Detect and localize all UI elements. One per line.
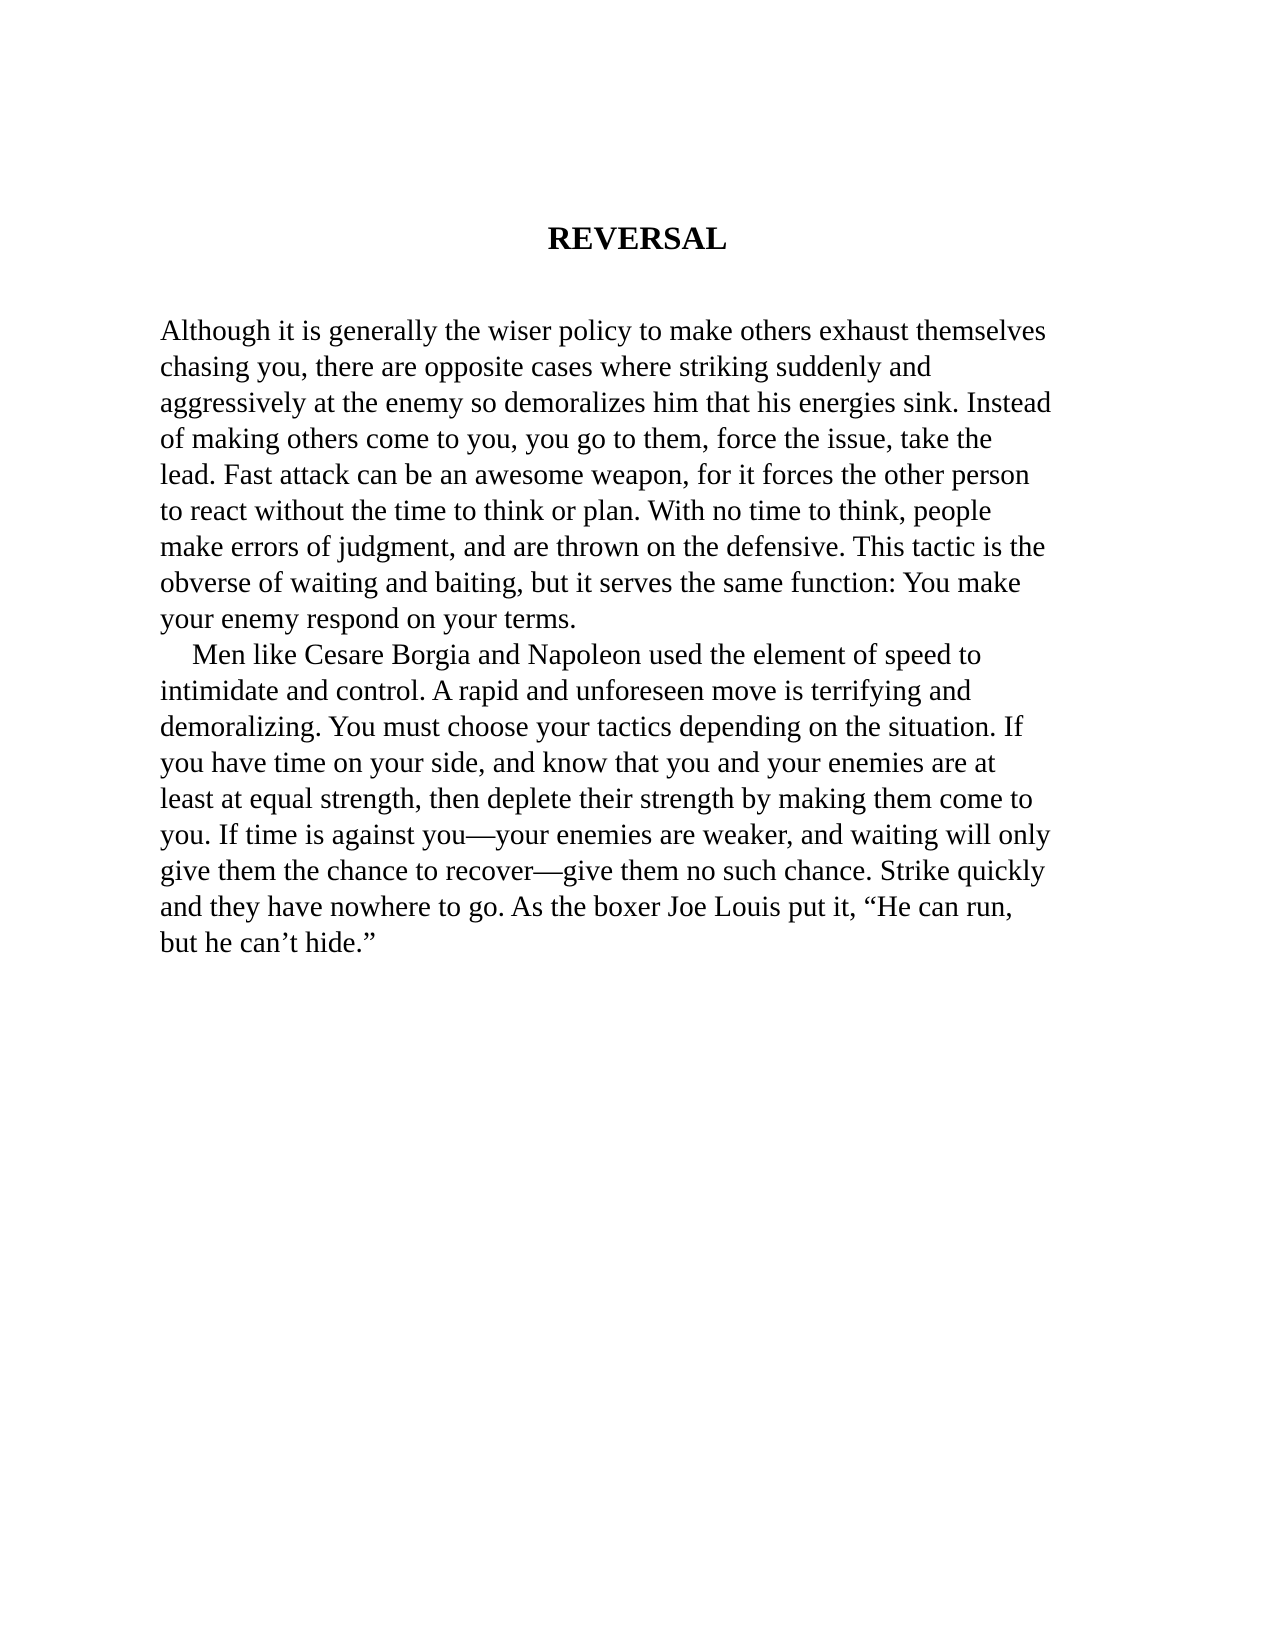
text-line: lead. Fast attack can be an awesome weapon, for it forces the other person — [160, 459, 1030, 491]
text-line: obverse of waiting and baiting, but it serves the same function: You make — [160, 567, 1021, 599]
text-line: Although it is generally the wiser policy to make others exhaust themselves — [160, 315, 1047, 347]
text-line: least at equal strength, then deplete their strength by making them come to — [160, 783, 1033, 815]
text-line: aggressively at the enemy so demoralizes him that his energies sink. Instead — [160, 387, 1052, 419]
text-line: to react without the time to think or plan. With no time to think, people — [160, 495, 992, 527]
paragraph-2 — [160, 637, 1120, 961]
paragraph-1 — [160, 313, 1120, 637]
text-line: intimidate and control. A rapid and unforeseen move is terrifying and — [160, 675, 972, 707]
text-line: your enemy respond on your terms. — [160, 603, 577, 635]
body-text — [160, 313, 1120, 961]
text-line: give them the chance to recover—give them no such chance. Strike quickly — [160, 855, 1046, 887]
text-line: you. If time is against you—your enemies are weaker, and waiting will only — [160, 819, 1051, 851]
text-line: but he can’t hide.” — [160, 927, 376, 959]
page-title: REVERSAL — [547, 221, 728, 257]
text-line: and they have nowhere to go. As the boxer Joe Louis put it, “He can run, — [160, 891, 1013, 923]
text-line: demoralizing. You must choose your tactics depending on the situation. If — [160, 711, 1024, 743]
text-line: make errors of judgment, and are thrown on the defensive. This tactic is the — [160, 531, 1046, 563]
text-line: Men like Cesare Borgia and Napoleon used the element of speed to — [192, 639, 982, 671]
text-line: chasing you, there are opposite cases where striking suddenly and — [160, 351, 932, 383]
text-line: of making others come to you, you go to them, force the issue, take the — [160, 423, 993, 455]
text-line: you have time on your side, and know that you and your enemies are at — [160, 747, 996, 779]
